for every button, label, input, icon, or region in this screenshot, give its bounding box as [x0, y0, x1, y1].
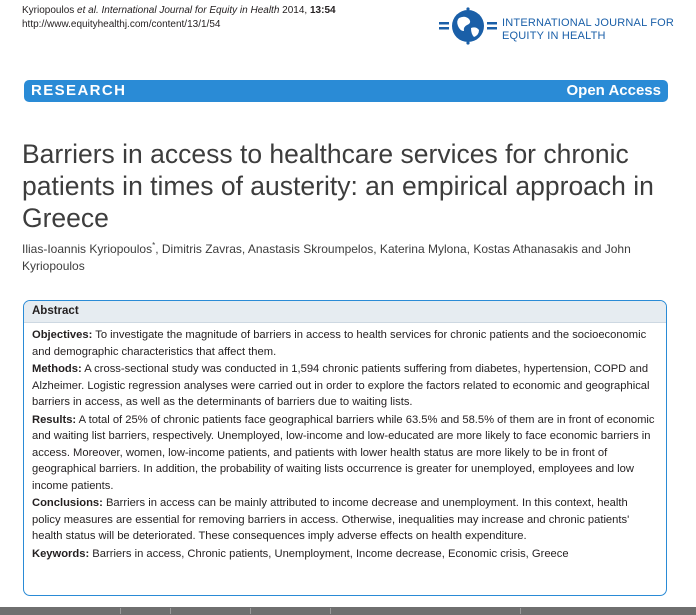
- bar-divider: [250, 608, 251, 614]
- abstract-body: [24, 323, 666, 562]
- citation-authors: Kyriopoulos: [22, 5, 75, 16]
- objectives-label: Objectives:: [32, 329, 93, 341]
- section-banner: [24, 80, 668, 102]
- viewer-bottom-bar: [0, 607, 696, 615]
- section-label: RESEARCH: [31, 82, 127, 99]
- abstract-methods: [32, 361, 658, 411]
- article-title: Barriers in access to healthcare services for chronic patients in times of austerity: an empirical approach in Greece: [22, 138, 654, 233]
- abstract-box: [23, 300, 667, 596]
- keywords-text: Barriers in access, Chronic patients, Unemployment, Income decrease, Economic crisis, Greece: [89, 547, 569, 560]
- journal-logo-line1: INTERNATIONAL JOURNAL FOR: [502, 17, 675, 29]
- citation-pages: 13:54: [309, 5, 336, 16]
- keywords-label: Keywords:: [32, 547, 90, 560]
- abstract-objectives: [32, 327, 658, 360]
- globe-logo-icon: [439, 6, 499, 46]
- results-text: A total of 25% of chronic patients face geographical barriers while 63.5% and 58.5% of them are in front of economic and waiting list barriers, respectively. Unemployed, low-income and low-educated are more likely to face economic barriers in access. Moreover, women, low-income patients, and patients with lower health status are more likely to be in front of geographical barriers. In addition, the probability of waiting lists occurrence is greater for unemployed, employees and low income patients.: [32, 413, 655, 492]
- citation-journal: et al. International Journal for Equity in Health: [77, 5, 280, 16]
- open-access-badge: Open Access: [566, 82, 661, 99]
- corresponding-author[interactable]: Ilias-Ioannis Kyriopoulos: [22, 242, 153, 256]
- journal-logo-line2: EQUITY IN HEALTH: [502, 30, 606, 42]
- journal-citation: [22, 4, 336, 18]
- article-url[interactable]: http://www.equityhealthj.com/content/13/1/54: [22, 19, 221, 30]
- conclusions-label: Conclusions:: [32, 497, 103, 509]
- bar-divider: [120, 608, 121, 614]
- abstract-heading: Abstract: [24, 301, 666, 323]
- bar-divider: [520, 608, 521, 614]
- abstract-conclusions: [32, 495, 658, 545]
- bar-divider: [330, 608, 331, 614]
- conclusions-text: Barriers in access can be mainly attributed to income decrease and unemployment. In this context, health policy measures are essential for removing barriers in access. Otherwise, inequalities may increase and chronic patients' health status will be deteriorated. These consequences imply adverse effects on health expenditure.: [32, 497, 630, 542]
- objectives-text: To investigate the magnitude of barriers in access to health services for chronic patients and the socioeconomic and demographic characteristics that affect them.: [32, 329, 647, 358]
- journal-logo-text: [502, 17, 674, 43]
- co-authors: , Dimitris Zavras, Anastasis Skroumpelos, Katerina Mylona, Kostas Athanasakis and John Kyriopoulos: [22, 242, 631, 273]
- methods-text: A cross-sectional study was conducted in 1,594 chronic patients suffering from diabetes, hypertension, COPD and Alzheimer. Logistic regression analyses were carried out in order to explore the factors related to economic and geographical barriers in access, as well as the determinants of barriers due to waiting lists.: [32, 363, 650, 408]
- abstract-results: [32, 412, 658, 495]
- corresponding-mark: *: [152, 241, 156, 250]
- author-list: [22, 237, 682, 275]
- bar-divider: [170, 608, 171, 614]
- abstract-keywords: [32, 546, 658, 563]
- citation-year: 2014,: [282, 5, 308, 16]
- results-label: Results:: [32, 413, 77, 426]
- journal-logo[interactable]: [439, 6, 689, 46]
- methods-label: Methods:: [32, 363, 82, 375]
